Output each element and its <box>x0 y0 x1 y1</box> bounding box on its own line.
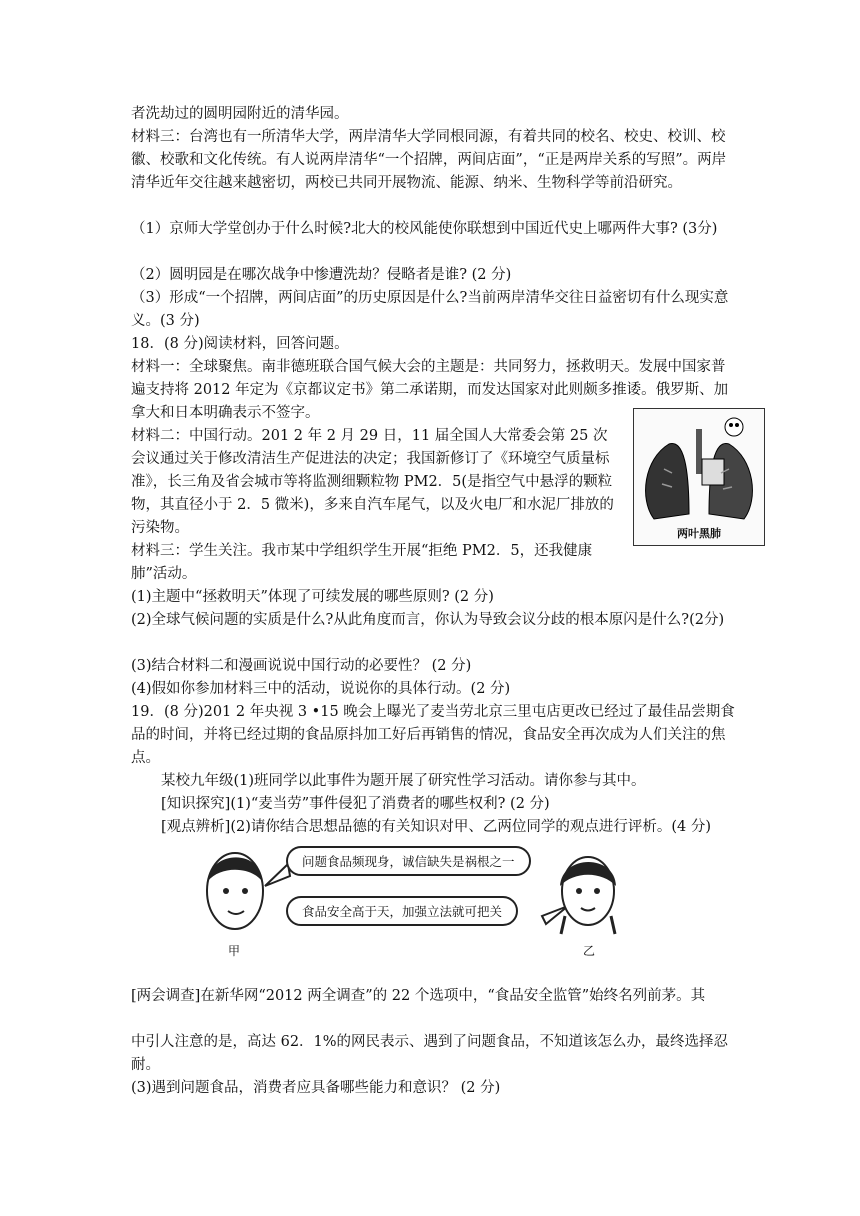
question-18-1: (1)主题中“拯救明天”体现了可续发展的哪些原则? (2 分) <box>131 589 494 605</box>
text-line: 者洗劫过的圆明园附近的清华园。 <box>131 106 349 122</box>
question-18-4: (4)假如你参加材料三中的活动，说说你的具体行动。(2 分) <box>131 681 511 697</box>
material-three: 材料三：台湾也有一所清华大学，两岸清华大学同根同源，有着共同的校名、校史、校训、校徽、校歌和文化传统。有人说两岸清华“一个招牌，两间店面”，“正是两岸关系的写照”。两岸清华近年交往越来越密切，两校已共同开展物流、能源、纳米、生物科学等前沿研究。 <box>131 129 727 191</box>
speech-bubble-2: 食品安全高于天，加强立法就可把关 <box>286 896 518 926</box>
question-2: （2）圆明园是在哪次战争中惨遭洗劫？侵略者是谁? (2 分) <box>131 267 512 283</box>
lungs-caption: 两叶黑肺 <box>677 527 721 540</box>
person-jia-label: 甲 <box>228 944 241 958</box>
question-1: （1）京师大学堂创办于什么时候?北大的校风能使你联想到中国近代史上哪两件大事? (3分) <box>131 221 718 237</box>
viewpoint-analysis: [观点辨析](2)请你结合思想品德的有关知识对甲、乙两位同学的观点进行评析。(4 分) <box>161 819 711 835</box>
food-safety-cartoon <box>190 836 640 966</box>
question-18-3: (3)结合材料二和漫画说说中国行动的必要性？ (2 分) <box>131 658 472 674</box>
question-19-header: 19．(8 分)201 2 年央视 3 •15 晚会上曝光了麦当劳北京三里屯店更改已经过了最佳品尝期食品的时间，并将已经过期的食品原抖加工好后再销售的情况，食品安全再次成为人们关注的焦点。 <box>131 704 735 766</box>
survey-result: 中引人注意的是，高达 62．1%的网民表示、遇到了问题食品，不知道该怎么办，最终选择忍耐。 <box>131 1034 729 1073</box>
question-3: （3）形成“一个招牌，两间店面”的历史原因是什么?当前两岸清华交往日益密切有什么现实意义。(3 分) <box>131 290 729 329</box>
knowledge-inquiry: [知识探究](1)“麦当劳”事件侵犯了消费者的哪些权利? (2 分) <box>161 796 550 812</box>
material-three-student: 材料三：学生关注。我市某中学组织学生开展“拒绝 PM2．5，还我健康肺”活动。 <box>131 543 593 582</box>
person-yi-label: 乙 <box>583 944 596 958</box>
material-one: 材料一：全球聚焦。南非德班联合国气候大会的主题是：共同努力，拯救明天。发展中国家普遍支持将 2012 年定为《京都议定书》第二承诺期，而发达国家对此则颇多推诿。俄罗斯、加拿大和日本明确表示不签字。 <box>131 359 729 421</box>
speech-bubble-1: 问题食品频现身，诚信缺失是祸根之一 <box>286 846 531 876</box>
material-two: 材料二：中国行动。201 2 年 2 月 29 日，11 届全国人大常委会第 25 次会议通过关于修改清洁生产促进法的决定；我国新修订了《环境空气质量标准》，长三角及省会城市等将监测细颗粒物 PM2．5(是指空气中悬浮的颗粒物，其直径小于 2．5 微米)，多来自汽车尾气，以及火电厂和水泥厂排放的污染物。 <box>131 428 614 536</box>
black-lungs-cartoon <box>633 408 765 546</box>
question-18-2: (2)全球气候问题的实质是什么?从此角度而言，你认为导致会议分歧的根本原闪是什么?(2分) <box>131 612 725 628</box>
activity-intro: 某校九年级(1)班同学以此事件为题开展了研究性学习活动。请你参与其中。 <box>161 773 646 789</box>
question-19-3: (3)遇到问题食品，消费者应具备哪些能力和意识？ (2 分) <box>131 1080 501 1096</box>
question-18-header: 18．(8 分)阅读材料，回答问题。 <box>131 336 349 352</box>
two-sessions-survey: [两会调查]在新华网“2012 两全调查”的 22 个选项中，“食品安全监管”始终名列前茅。其 <box>131 988 706 1004</box>
